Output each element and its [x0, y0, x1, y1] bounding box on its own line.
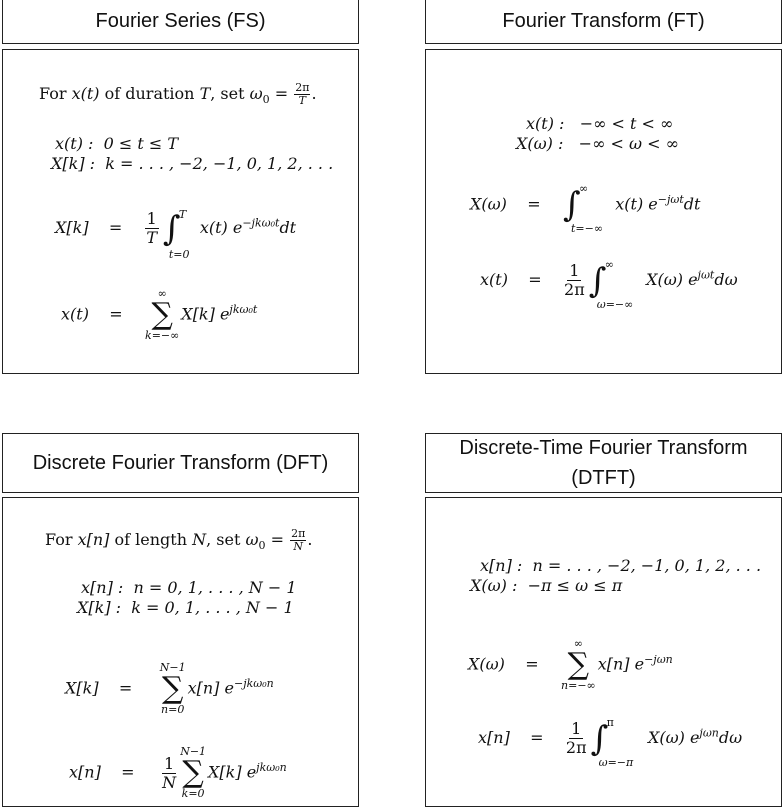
dtft-formula-box — [425, 497, 782, 807]
dtft-title: Discrete-Time Fourier Transform (DTFT) — [459, 437, 748, 489]
dft-domain-2: X[k] : k = 0, 1, . . . , N − 1 — [77, 598, 294, 617]
dft-analysis-equation: X[k] = N−1 ∑ n=0 x[n] $e^{-jk\omega_0n}$ — [65, 661, 274, 716]
ft-synthesis-equation: x(t) = $\frac{1}{2\pi}$ ∫ ∞ ω=−∞ X(ω) $e^{j\omega t}d\omega$ — [480, 257, 738, 311]
dft-domain-1: x[n] : n = 0, 1, . . . , N − 1 — [81, 578, 297, 597]
fs-title: Fourier Series (FS) — [95, 10, 266, 32]
fs-domain-2: X[k] : k = . . . , −2, −1, 0, 1, 2, . . . — [51, 154, 334, 173]
ft-formula-box — [425, 49, 782, 374]
dft-formula-box — [2, 497, 359, 807]
ft-analysis-equation: X(ω) = ∫ ∞ t=−∞ x(t) $e^{-j\omega t}dt$ — [470, 182, 701, 235]
dtft-domain-2: X(ω) : −π ≤ ω ≤ π — [470, 576, 623, 595]
dtft-analysis-equation: X(ω) = ∞ ∑ n=−∞ x[n] $e^{-j\omega n}$ — [468, 637, 673, 692]
ft-title-box — [425, 0, 782, 44]
fs-title-box — [2, 0, 359, 44]
dtft-domain-1: x[n] : n = . . . , −2, −1, 0, 1, 2, . . . — [480, 556, 762, 575]
dft-intro: For x[n] of length N, set $\omega_0$ = $\frac{2\pi}{N}$ . — [45, 527, 313, 553]
dft-synthesis-equation: x[n] = $\frac{1}{N}$ N−1 ∑ k=0 X[k] $e^{jk\omega_0n}$ — [69, 745, 287, 800]
fs-analysis-equation: X[k] = $\frac{1}{T}$ ∫ T t=0 x(t) $e^{-jk\omega_0t}dt$ — [55, 207, 297, 261]
ft-domain-1: x(t) : −∞ < t < ∞ — [526, 114, 674, 133]
ft-title: Fourier Transform (FT) — [502, 10, 705, 32]
ft-domain-2: X(ω) : −∞ < ω < ∞ — [516, 134, 679, 153]
dft-title: Discrete Fourier Transform (DFT) — [32, 452, 329, 474]
dft-title-box — [2, 433, 359, 493]
fs-domain-1: x(t) : 0 ≤ t ≤ T — [55, 134, 179, 153]
fs-synthesis-equation: x(t) = ∞ ∑ k=−∞ X[k] $e^{jk\omega_0t}$ — [61, 287, 258, 342]
dtft-title-box — [425, 433, 782, 493]
dtft-synthesis-equation: x[n] = $\frac{1}{2\pi}$ ∫ π ω=−π X(ω) $e^{j\omega n}d\omega$ — [478, 715, 743, 769]
fs-intro: For x(t) of duration T, set $\omega_0$ = $\frac{2\pi}{T}$ . — [39, 81, 317, 107]
fs-formula-box — [2, 49, 359, 374]
